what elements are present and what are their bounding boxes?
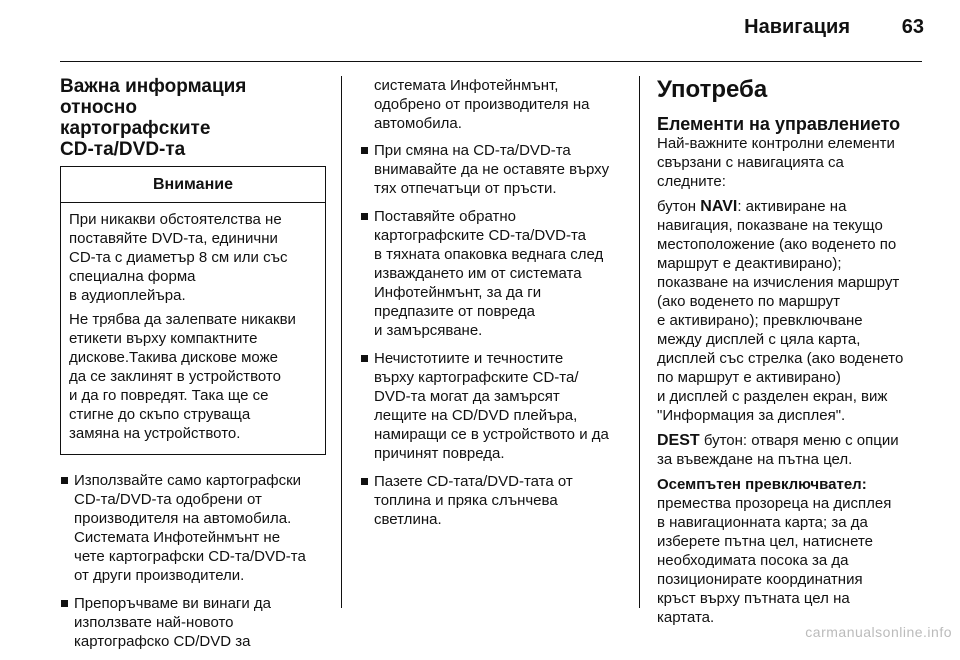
list-item-text: Препоръчваме ви винаги да използвате най-новото картографско CD/DVD за [74, 595, 272, 650]
section-title-line: картографските [60, 118, 211, 139]
eight-way-switch-description: премества прозореца на дисплея в навигационната карта; за да изберете пътна цел, натиснете необходимата посока за да позиционирате координатния кръст върху пътната цел на картата. [657, 495, 892, 626]
caution-box [60, 166, 326, 455]
list-item-text: Нечистотиите и течностите върху картографските CD-та/ DVD-та могат да замърсят лещите на CD/DVD плейъра, намиращи се в устройството и да причинят повреда. [374, 350, 609, 462]
navi-button-description [657, 197, 923, 425]
navi-description-text: навигация, показване на текущо местоположение (ако воденето по маршрут е деактивирано); показване на изчисления маршрут (ако воденето по маршрут е активирано); превключване между дисплей с цяла карта, дисплей със стрелка (ако воденето по маршрут е активирано) и дисплей с разделен екран, виж "Информация за дисплея". [657, 217, 904, 424]
list-item [360, 207, 626, 340]
list-item [360, 472, 626, 529]
list-item [360, 349, 626, 463]
list-item-text: Поставяйте обратно картографските CD-та/DVD-та в тяхната опаковка веднага след изваждането им от системата Инфотейнмънт, за да ги предпазите от повреда и замърсяване. [374, 208, 604, 339]
list-item-text: При смяна на CD-та/DVD-та внимавайте да не оставяте върху тях отпечатъци от пръсти. [374, 142, 610, 197]
dest-button-description [657, 431, 923, 469]
column-divider-1 [341, 76, 342, 608]
eight-way-switch-heading: Осемпътен превключвател: [657, 476, 867, 493]
section-title-line: CD-та/DVD-та [60, 139, 186, 160]
watermark: carmanualsonline.info [805, 624, 952, 640]
section-title-cd-dvd [60, 76, 326, 160]
column-1 [60, 76, 326, 660]
intro-paragraph: Най-важните контролни елементи свързани с навигацията са следните: [657, 135, 895, 190]
caution-heading: Внимание [61, 167, 325, 203]
square-bullet-icon [361, 147, 368, 154]
list-item-text: Използвайте само картографски CD-та/DVD-та одобрени от производителя на автомобила. Системата Инфотейнмънт не чете картографски CD-та/DVD-та от други производители. [74, 472, 306, 584]
list-item-continuation: системата Инфотейнмънт, одобрено от производителя на автомобила. [374, 77, 590, 132]
navi-key-label: NAVI [700, 198, 738, 215]
page-number: 63 [901, 16, 924, 38]
list-item [60, 594, 326, 651]
bullet-list-2 [360, 141, 626, 529]
header-rule [60, 61, 922, 62]
navi-prefix: бутон [657, 198, 701, 215]
list-item [60, 471, 326, 585]
heading-usage: Употреба [657, 76, 768, 103]
dest-first-line: бутон: отваря меню с опции [699, 432, 899, 449]
running-header-title: Навигация [744, 16, 850, 38]
caution-paragraph-2: Не трябва да залепвате никакви етикети върху компактните дискове.Такива дискове може да се заклинят в устройството и да го повредят. Така ще се стигне до скъпо струваща замяна на устройството. [69, 311, 296, 442]
dest-key-label: DEST [657, 432, 700, 449]
bullet-list-1 [60, 471, 326, 651]
square-bullet-icon [61, 600, 68, 607]
section-title-line: Важна информация относно [60, 76, 247, 118]
square-bullet-icon [361, 355, 368, 362]
column-divider-2 [639, 76, 640, 608]
dest-description-text: за въвеждане на пътна цел. [657, 451, 853, 468]
square-bullet-icon [361, 213, 368, 220]
heading-controls: Елементи на управлението [657, 114, 901, 134]
caution-body [61, 203, 325, 454]
caution-paragraph-1: При никакви обстоятелства не поставяйте DVD-та, единични CD-та с диаметър 8 см или със специална форма в аудиоплейъра. [69, 211, 288, 304]
square-bullet-icon [361, 478, 368, 485]
list-item-text: Пазете CD-тата/DVD-тата от топлина и пряка слънчева светлина. [374, 473, 573, 528]
square-bullet-icon [61, 477, 68, 484]
column-3 [657, 76, 923, 633]
column-2 [360, 76, 626, 538]
navi-first-line: : активиране на [737, 198, 847, 215]
list-item [360, 141, 626, 198]
